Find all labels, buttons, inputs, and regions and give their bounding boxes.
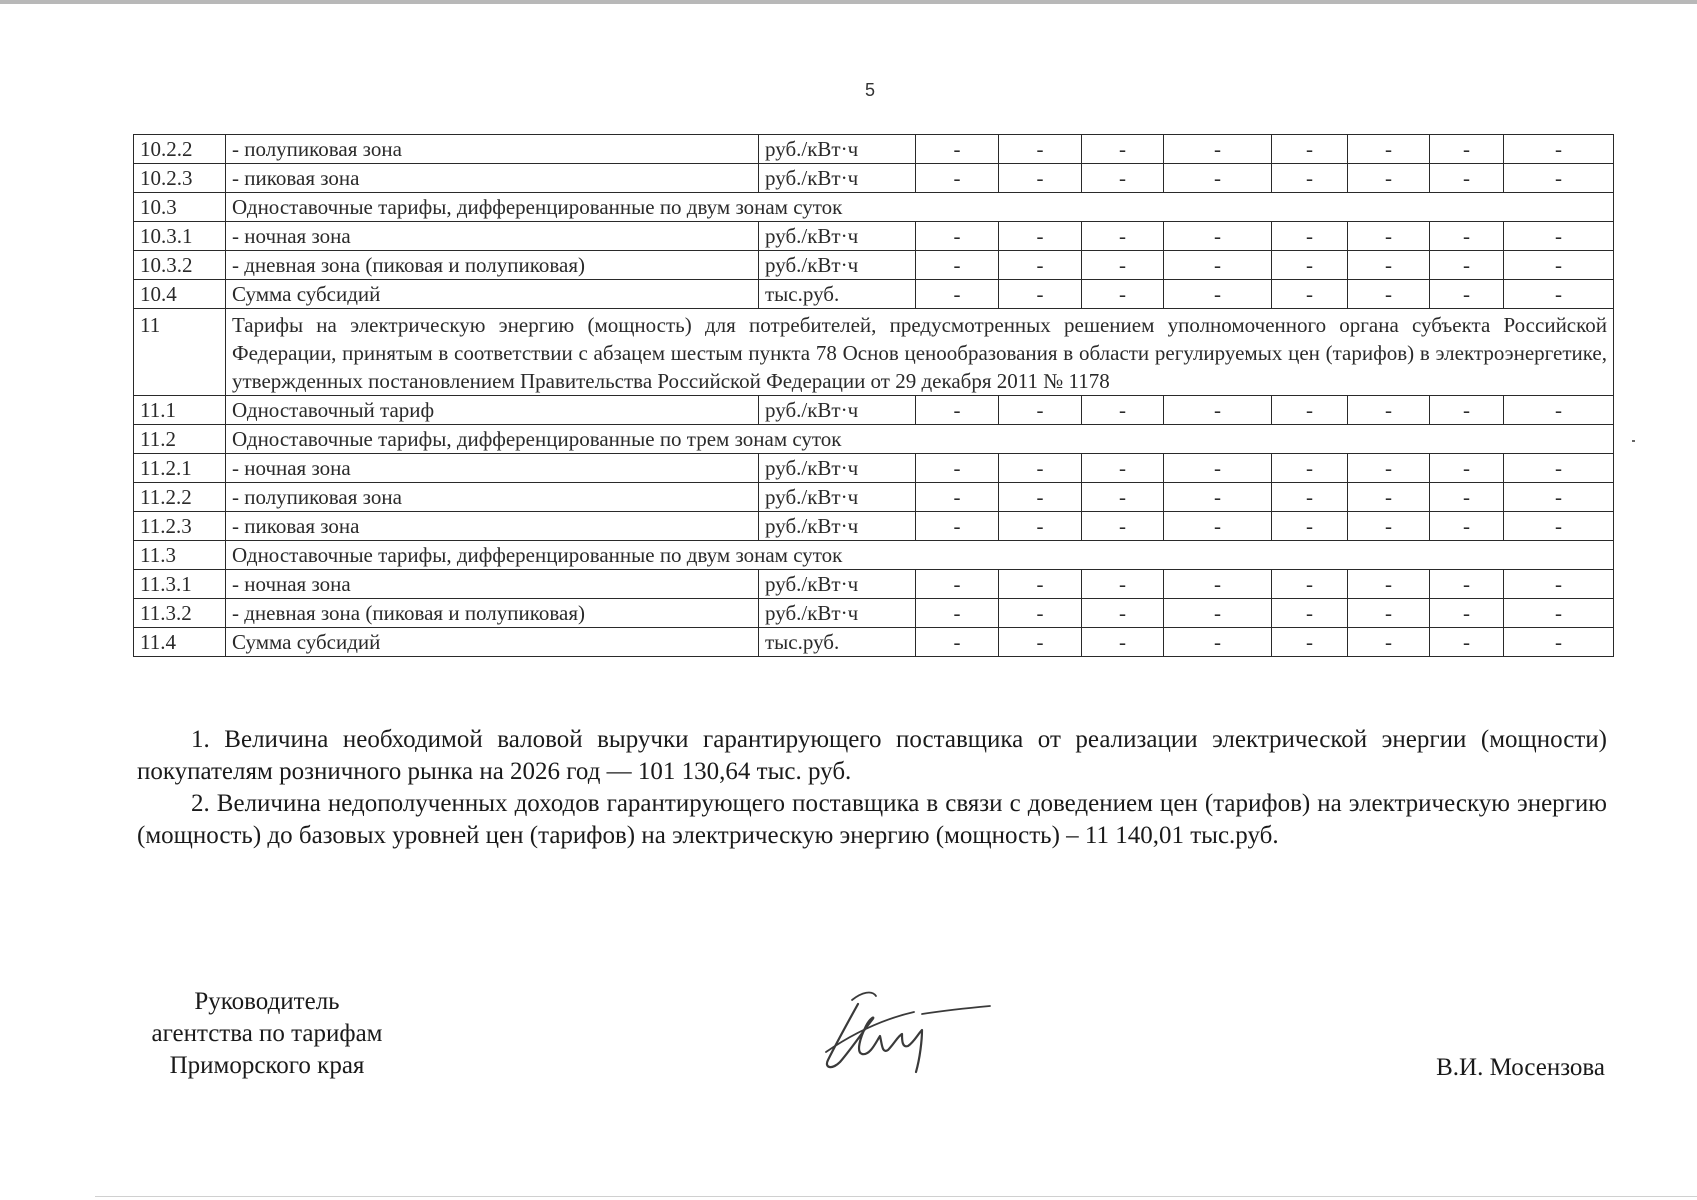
row-value-cell: -	[1082, 628, 1164, 657]
row-name-cell: - дневная зона (пиковая и полупиковая)	[226, 251, 759, 280]
row-value-cell: -	[1348, 454, 1430, 483]
row-value-cell: -	[916, 599, 999, 628]
bottom-scan-edge	[95, 1196, 1697, 1197]
row-code-cell: 10.3.1	[134, 222, 226, 251]
row-value-cell: -	[1164, 512, 1272, 541]
row-name-cell: - ночная зона	[226, 570, 759, 599]
table-row	[134, 628, 1614, 657]
row-code-cell: 10.2.3	[134, 164, 226, 193]
row-value-cell: -	[1164, 570, 1272, 599]
row-unit-cell: руб./кВт·ч	[759, 396, 916, 425]
row-value-cell: -	[1348, 483, 1430, 512]
row-code-cell: 10.4	[134, 280, 226, 309]
row-value-cell: -	[916, 280, 999, 309]
row-value-cell: -	[1504, 251, 1614, 280]
row-unit-cell: тыс.руб.	[759, 628, 916, 657]
row-name-cell: Одноставочный тариф	[226, 396, 759, 425]
row-value-cell: -	[999, 164, 1082, 193]
row-value-cell: -	[1348, 512, 1430, 541]
row-name-cell: - ночная зона	[226, 222, 759, 251]
row-value-cell: -	[1272, 222, 1348, 251]
row-value-cell: -	[1430, 454, 1504, 483]
top-scan-edge	[0, 0, 1697, 4]
row-name-cell: - полупиковая зона	[226, 135, 759, 164]
row-value-cell: -	[1272, 135, 1348, 164]
row-unit-cell: руб./кВт·ч	[759, 454, 916, 483]
row-name-cell: Одноставочные тарифы, дифференцированные по двум зонам суток	[226, 541, 1614, 570]
note-paragraph-1: 1. Величина необходимой валовой выручки гарантирующего поставщика от реализации электрической энергии (мощности) покупателям розничного рынка на 2026 год — 101 130,64 тыс. руб.	[137, 726, 1607, 785]
row-code-cell: 11.2	[134, 425, 226, 454]
row-value-cell: -	[1164, 599, 1272, 628]
table-row	[134, 512, 1614, 541]
row-value-cell: -	[1272, 599, 1348, 628]
row-value-cell: -	[1348, 222, 1430, 251]
row-value-cell: -	[1430, 483, 1504, 512]
row-value-cell: -	[999, 396, 1082, 425]
row-value-cell: -	[1430, 512, 1504, 541]
row-unit-cell: руб./кВт·ч	[759, 222, 916, 251]
row-value-cell: -	[1504, 396, 1614, 425]
row-name-cell: - полупиковая зона	[226, 483, 759, 512]
row-value-cell: -	[916, 570, 999, 599]
row-name-cell: - дневная зона (пиковая и полупиковая)	[226, 599, 759, 628]
row-value-cell: -	[999, 454, 1082, 483]
row-value-cell: -	[1348, 251, 1430, 280]
row-value-cell: -	[1430, 164, 1504, 193]
row-value-cell: -	[1082, 483, 1164, 512]
row-name-cell: - пиковая зона	[226, 164, 759, 193]
row-value-cell: -	[916, 628, 999, 657]
row-code-cell: 11.3.2	[134, 599, 226, 628]
notes-section	[137, 724, 1607, 852]
tariff-table	[133, 134, 1614, 657]
row-value-cell: -	[1430, 222, 1504, 251]
row-value-cell: -	[999, 251, 1082, 280]
row-value-cell: -	[916, 251, 999, 280]
row-value-cell: -	[1430, 599, 1504, 628]
signatory-title-line: агентства по тарифам	[151, 1020, 383, 1047]
row-value-cell: -	[1082, 222, 1164, 251]
row-value-cell: -	[1082, 135, 1164, 164]
row-value-cell: -	[1272, 628, 1348, 657]
row-value-cell: -	[1164, 483, 1272, 512]
row-value-cell: -	[916, 512, 999, 541]
row-value-cell: -	[1272, 483, 1348, 512]
row-code-cell: 11.2.3	[134, 512, 226, 541]
signatory-title-line: Руководитель	[194, 988, 340, 1015]
signatory-name: В.И. Мосензова	[1436, 1054, 1605, 1081]
row-value-cell: -	[1504, 628, 1614, 657]
row-unit-cell: руб./кВт·ч	[759, 599, 916, 628]
row-code-cell: 11.2.1	[134, 454, 226, 483]
row-value-cell: -	[916, 396, 999, 425]
row-value-cell: -	[999, 570, 1082, 599]
row-value-cell: -	[1430, 251, 1504, 280]
row-value-cell: -	[1164, 251, 1272, 280]
signatory-title-line: Приморского края	[169, 1052, 365, 1079]
scan-speck	[1632, 440, 1635, 442]
row-unit-cell: руб./кВт·ч	[759, 483, 916, 512]
row-value-cell: -	[1272, 396, 1348, 425]
table-row	[134, 280, 1614, 309]
row-unit-cell: руб./кВт·ч	[759, 512, 916, 541]
row-code-cell: 11.2.2	[134, 483, 226, 512]
table-row	[134, 309, 1614, 396]
row-unit-cell: руб./кВт·ч	[759, 135, 916, 164]
row-value-cell: -	[1430, 628, 1504, 657]
row-value-cell: -	[1504, 164, 1614, 193]
handwritten-signature	[818, 982, 998, 1082]
row-value-cell: -	[1504, 570, 1614, 599]
row-value-cell: -	[1348, 280, 1430, 309]
row-name-cell: Сумма субсидий	[226, 280, 759, 309]
row-value-cell: -	[1348, 164, 1430, 193]
tariff-table-body	[134, 135, 1614, 657]
row-value-cell: -	[1164, 222, 1272, 251]
table-row	[134, 454, 1614, 483]
row-value-cell: -	[999, 280, 1082, 309]
row-value-cell: -	[916, 135, 999, 164]
row-code-cell: 11.1	[134, 396, 226, 425]
table-row	[134, 541, 1614, 570]
row-value-cell: -	[916, 483, 999, 512]
row-value-cell: -	[1164, 396, 1272, 425]
row-value-cell: -	[1504, 135, 1614, 164]
row-value-cell: -	[916, 222, 999, 251]
row-value-cell: -	[1272, 251, 1348, 280]
row-value-cell: -	[999, 483, 1082, 512]
row-value-cell: -	[999, 135, 1082, 164]
row-value-cell: -	[1504, 599, 1614, 628]
row-value-cell: -	[1504, 280, 1614, 309]
row-code-cell: 10.3.2	[134, 251, 226, 280]
note-paragraph-2: 2. Величина недополученных доходов гарантирующего поставщика в связи с доведением цен (тарифов) на электрическую энергию (мощность) до базовых уровней цен (тарифов) на электрическую энергию (мощность) – 11 140,01 тыс.руб.	[137, 790, 1607, 849]
row-value-cell: -	[1272, 454, 1348, 483]
row-value-cell: -	[1504, 222, 1614, 251]
row-value-cell: -	[916, 164, 999, 193]
row-name-cell: Сумма субсидий	[226, 628, 759, 657]
row-value-cell: -	[1348, 628, 1430, 657]
row-unit-cell: руб./кВт·ч	[759, 251, 916, 280]
row-value-cell: -	[1348, 570, 1430, 599]
table-row	[134, 425, 1614, 454]
row-unit-cell: руб./кВт·ч	[759, 570, 916, 599]
row-code-cell: 11	[134, 309, 226, 396]
row-code-cell: 11.3.1	[134, 570, 226, 599]
row-code-cell: 10.3	[134, 193, 226, 222]
row-code-cell: 10.2.2	[134, 135, 226, 164]
row-value-cell: -	[1504, 454, 1614, 483]
table-row	[134, 396, 1614, 425]
row-name-cell: - ночная зона	[226, 454, 759, 483]
row-value-cell: -	[1504, 483, 1614, 512]
table-row	[134, 164, 1614, 193]
row-value-cell: -	[1272, 280, 1348, 309]
row-value-cell: -	[999, 628, 1082, 657]
row-name-cell: Тарифы на электрическую энергию (мощность) для потребителей, предусмотренных решением уполномоченного органа субъекта Российской Федерации, принятым в соответствии с абзацем шестым пункта 78 Основ ценообразования в области регулируемых цен (тарифов) в электроэнергетике, утвержденных постановлением Правительства Российской Федерации от 29 декабря 2011 № 1178	[226, 309, 1614, 396]
row-value-cell: -	[1164, 135, 1272, 164]
row-value-cell: -	[1082, 251, 1164, 280]
row-value-cell: -	[1164, 164, 1272, 193]
row-value-cell: -	[1272, 570, 1348, 599]
row-value-cell: -	[999, 222, 1082, 251]
row-value-cell: -	[1430, 570, 1504, 599]
row-value-cell: -	[1348, 599, 1430, 628]
row-value-cell: -	[999, 599, 1082, 628]
table-row	[134, 193, 1614, 222]
row-value-cell: -	[999, 512, 1082, 541]
row-value-cell: -	[1082, 599, 1164, 628]
row-value-cell: -	[1082, 454, 1164, 483]
row-value-cell: -	[1430, 396, 1504, 425]
table-row	[134, 483, 1614, 512]
row-value-cell: -	[1082, 280, 1164, 309]
row-value-cell: -	[1164, 454, 1272, 483]
row-value-cell: -	[1504, 512, 1614, 541]
row-value-cell: -	[1164, 628, 1272, 657]
row-unit-cell: тыс.руб.	[759, 280, 916, 309]
row-value-cell: -	[1430, 135, 1504, 164]
page-number: 5	[864, 80, 875, 100]
row-name-cell: - пиковая зона	[226, 512, 759, 541]
row-name-cell: Одноставочные тарифы, дифференцированные по двум зонам суток	[226, 193, 1614, 222]
table-row	[134, 599, 1614, 628]
table-row	[134, 222, 1614, 251]
row-value-cell: -	[1164, 280, 1272, 309]
row-value-cell: -	[1082, 164, 1164, 193]
table-row	[134, 570, 1614, 599]
row-code-cell: 11.3	[134, 541, 226, 570]
signatory-title	[132, 986, 402, 1082]
row-value-cell: -	[1348, 396, 1430, 425]
row-value-cell: -	[1082, 512, 1164, 541]
row-value-cell: -	[1272, 512, 1348, 541]
row-name-cell: Одноставочные тарифы, дифференцированные по трем зонам суток	[226, 425, 1614, 454]
row-value-cell: -	[1082, 570, 1164, 599]
row-value-cell: -	[1348, 135, 1430, 164]
table-row	[134, 251, 1614, 280]
row-value-cell: -	[916, 454, 999, 483]
row-value-cell: -	[1430, 280, 1504, 309]
row-unit-cell: руб./кВт·ч	[759, 164, 916, 193]
row-value-cell: -	[1082, 396, 1164, 425]
row-code-cell: 11.4	[134, 628, 226, 657]
table-row	[134, 135, 1614, 164]
row-value-cell: -	[1272, 164, 1348, 193]
